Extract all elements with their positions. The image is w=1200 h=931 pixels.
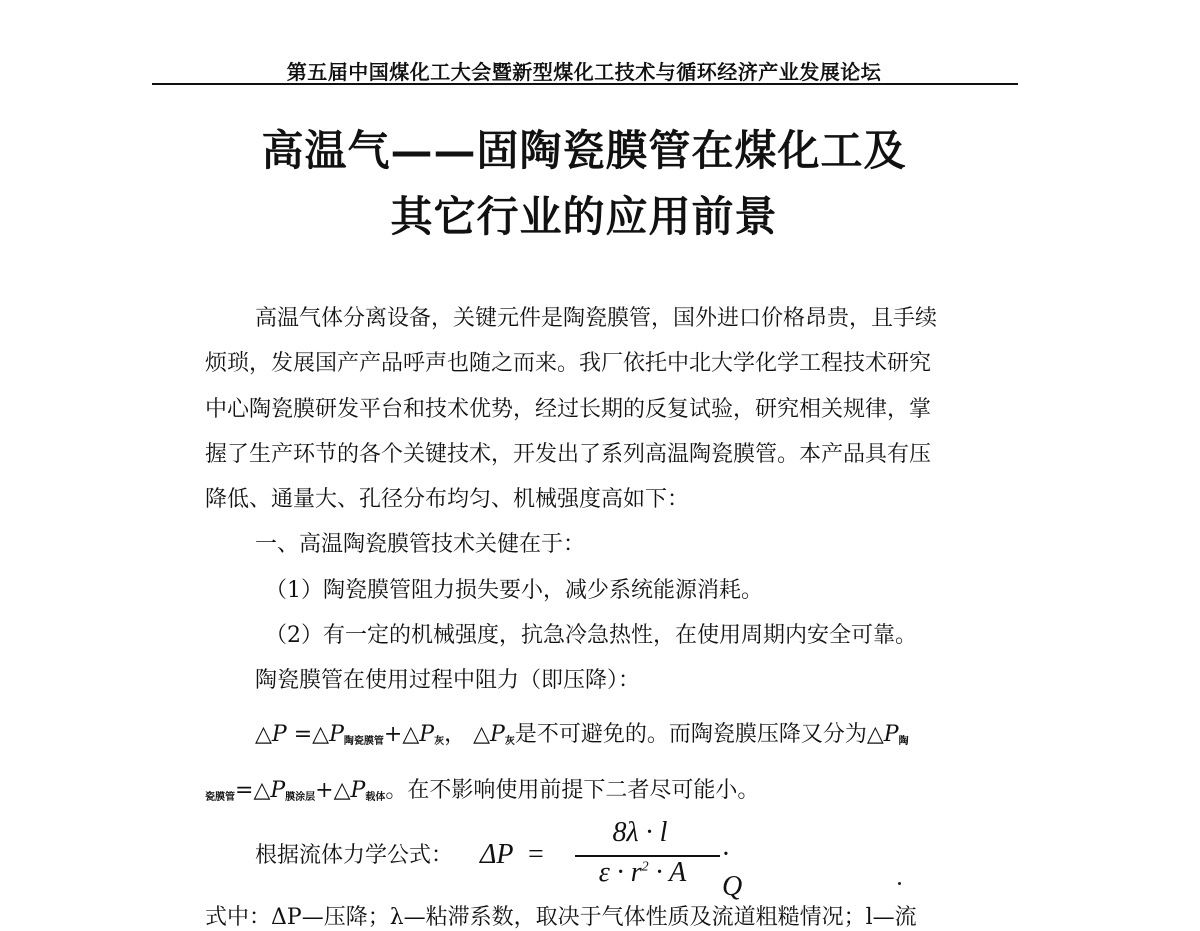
variable-p: P	[329, 722, 344, 747]
title-line-2: 其它行业的应用前景	[390, 192, 778, 241]
variable-p: P	[271, 722, 287, 747]
section-heading: 一、高温陶瓷膜管技术关健在于：	[255, 532, 586, 558]
plus-sign: +	[315, 778, 334, 803]
variable-p: P	[883, 722, 899, 747]
equation-tail: 。在不影响使用前提下二者尽可能小。	[385, 778, 760, 803]
delta-symbol: △	[473, 722, 491, 747]
delta-symbol: △	[333, 778, 351, 803]
formula-denominator	[550, 857, 735, 889]
variable-p: P	[350, 778, 366, 803]
subscript-ash: 灰	[504, 736, 515, 747]
formula-multiplier: · Q	[722, 839, 743, 902]
pressure-drop-equation-cont	[205, 773, 759, 804]
delta-symbol: △	[866, 722, 884, 747]
subscript-tube: 陶瓷膜管	[343, 736, 384, 747]
subscript-body: 载体	[365, 792, 386, 803]
text-line: 握了生产环节的各个关键技术，开发出了系列高温陶瓷膜管。本产品具有压	[205, 441, 932, 467]
cut-off-text-line: 式中：ΔP—压降；λ—粘滞系数，取决于气体性质及流道粗糙情况；l—流	[205, 905, 917, 930]
equals-sign: =	[293, 722, 313, 747]
intro-paragraph	[205, 296, 1018, 704]
scan-speck	[898, 882, 901, 885]
delta-symbol: △	[253, 778, 271, 803]
body-text	[205, 296, 1018, 704]
point-1: （1）陶瓷膜管阻力损失要小，减少系统能源消耗。	[265, 577, 763, 603]
delta-symbol: △	[255, 722, 272, 747]
running-header: 第五届中国煤化工大会暨新型煤化工技术与循环经济产业发展论坛	[286, 60, 882, 84]
formula-lhs: ΔP	[480, 839, 514, 870]
subscript-coating: 膜涂层	[285, 792, 316, 803]
variable-p: P	[419, 722, 435, 747]
variable-p: P	[490, 722, 505, 747]
header-rule	[152, 83, 1018, 85]
denominator-base: ε · r	[598, 857, 642, 888]
subscript-tube-part2: 瓷膜管	[205, 792, 235, 803]
formula-equals: =	[528, 839, 544, 870]
separator: ，	[444, 722, 467, 747]
text-line: 高温气体分离设备，关键元件是陶瓷膜管，国外进口价格昂贵，且手续	[255, 306, 938, 331]
delta-symbol: △	[312, 722, 330, 747]
resistance-intro: 陶瓷膜管在使用过程中阻力（即压降）：	[255, 668, 641, 694]
variable-p: P	[270, 778, 286, 803]
denominator-tail: · A	[648, 857, 687, 888]
paper-title	[150, 118, 1018, 250]
denominator-exponent: 2	[641, 859, 649, 875]
title-line-1: 高温气——固陶瓷膜管在煤化工及	[261, 126, 907, 175]
equals-sign: =	[235, 778, 254, 803]
subscript-tube-part1: 陶	[898, 736, 909, 747]
pressure-drop-equation	[255, 717, 909, 748]
formula-numerator: 8λ · l	[612, 817, 668, 848]
text-line: 降低、通量大、孔径分布均匀、机械强度高如下：	[205, 487, 690, 513]
delta-symbol: △	[402, 722, 420, 747]
formula-label: 根据流体力学公式：	[255, 843, 454, 868]
text-line: 中心陶瓷膜研发平台和技术优势，经过长期的反复试验，研究相关规律，掌	[205, 396, 932, 422]
fluid-mechanics-formula	[480, 817, 743, 902]
plus-sign: +	[383, 722, 403, 747]
subscript-ash: 灰	[434, 736, 445, 747]
text-line: 烦琐，发展国产产品呼声也随之而来。我厂依托中北大学化学工程技术研究	[205, 351, 932, 377]
point-2: （2）有一定的机械强度，抗急冷急热性，在使用周期内安全可靠。	[265, 623, 917, 649]
equation-text: 是不可避免的。而陶瓷膜压降又分为	[514, 722, 867, 747]
